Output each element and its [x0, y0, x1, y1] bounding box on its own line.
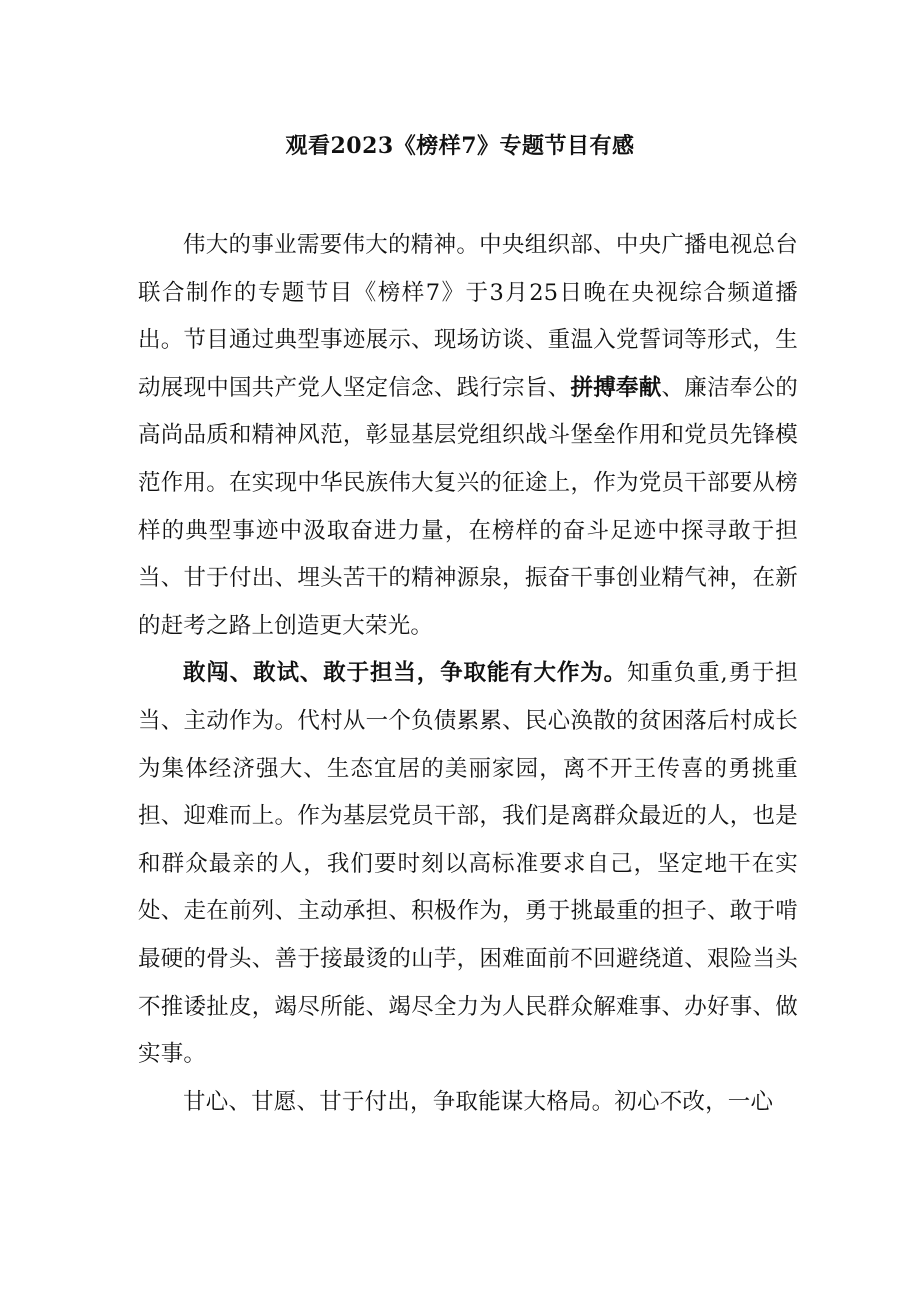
paragraph-willing-to-contribute [138, 1079, 798, 1127]
bold-phrase: 拼搏奉献 [570, 374, 662, 401]
document-title: 观看2023《榜样7》专题节目有感 [285, 133, 635, 159]
text-segment: 伟大的事业需要伟大的精神。中央组织部、中央广播电视总台联合制作的专题节目《榜样7》于3月25日晚在央视综合频道播出。节目通过典型事迹展示、现场访谈、重温入党誓词等形式，生动展现中国共产党人坚定信念、践行宗旨、 [138, 232, 798, 401]
document-body [138, 222, 798, 1126]
text-segment: 知重负重,勇于担当、主动作为。代村从一个负债累累、民心涣散的贫困落后村成长为集体经济强大、生态宜居的美丽家园，离不开王传喜的勇挑重担、迎难而上。作为基层党员干部，我们是离群众最近的人，也是和群众最亲的人，我们要时刻以高标准要求自己，坚定地干在实处、走在前列、主动承担、积极作为，勇于挑最重的担子、敢于啃最硬的骨头、善于接最烫的山芋，困难面前不回避绕道、艰险当头不推诿扯皮，竭尽所能、竭尽全力为人民群众解难事、办好事、做实事。 [138, 660, 798, 1068]
paragraph-heading: 敢闯、敢试、敢于担当，争取能有大作为。 [183, 660, 628, 687]
paragraph-intro [138, 222, 798, 650]
text-segment: 甘心、甘愿、甘于付出，争取能谋大格局。初心不改，一心 [183, 1088, 774, 1115]
text-segment: 、廉洁奉公的高尚品质和精神风范，彰显基层党组织战斗堡垒作用和党员先锋模范作用。在实现中华民族伟大复兴的征途上，作为党员干部要从榜样的典型事迹中汲取奋进力量，在榜样的奋斗足迹中探寻敢于担当、甘于付出、埋头苦干的精神源泉，振奋干事创业精气神，在新的赶考之路上创造更大荣光。 [138, 374, 798, 639]
paragraph-dare-to-take-responsibility [138, 650, 798, 1078]
